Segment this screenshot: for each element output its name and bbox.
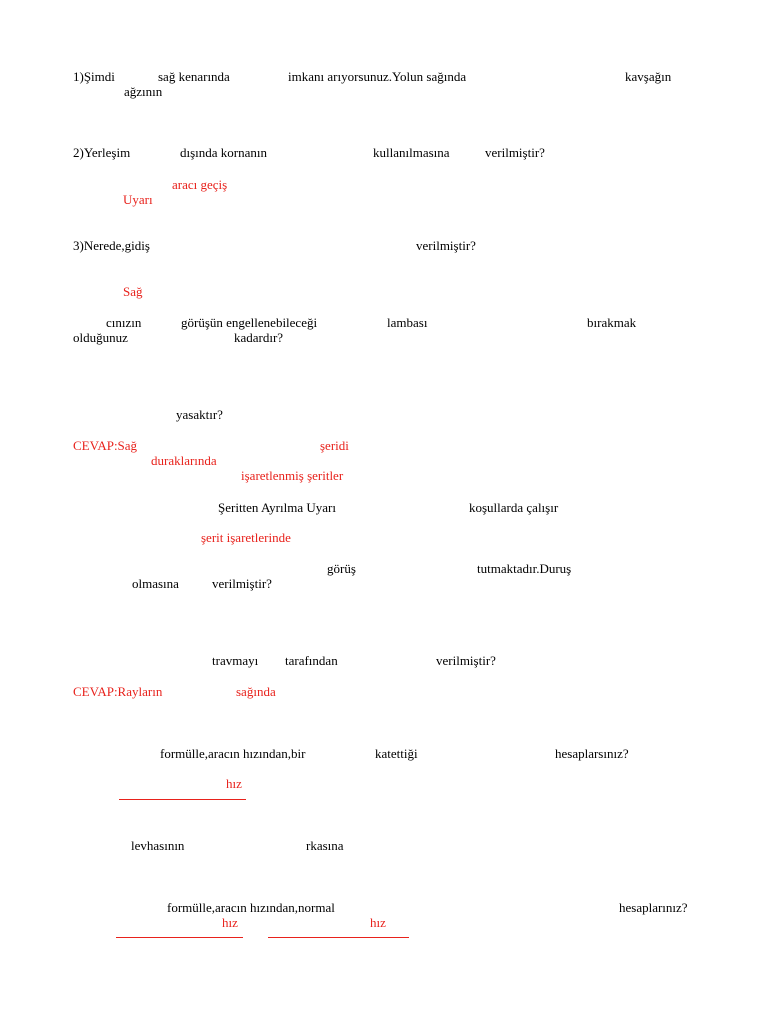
q3-answer-1: Sağ	[123, 284, 143, 299]
q2-text-a: 2)Yerleşim	[73, 145, 131, 160]
q7-text-a: görüş	[327, 561, 356, 576]
q11-answer-2: hız	[370, 915, 386, 930]
q5-answer-3: duraklarında	[151, 453, 217, 468]
q5-answer-4: işaretlenmiş şeritler	[241, 468, 344, 483]
q11-answer-underline-1	[116, 937, 243, 938]
q1-text-a: 1)Şimdi	[73, 69, 115, 84]
q3-text-b: verilmiştir?	[416, 238, 476, 253]
q8-text-a: travmayı	[212, 653, 259, 668]
q6-answer-1: şerit işaretlerinde	[201, 530, 291, 545]
q9-answer-underline	[119, 799, 246, 800]
q5-answer-1: CEVAP:Sağ	[73, 438, 138, 453]
q5-text-a: yasaktır?	[176, 407, 223, 422]
q5-answer-2: şeridi	[320, 438, 349, 453]
q4-text-f: kadardır?	[234, 330, 284, 345]
q6-text-a: Şeritten Ayrılma Uyarı	[218, 500, 336, 515]
q2-text-b: dışında kornanın	[180, 145, 268, 160]
q4-text-c: lambası	[387, 315, 428, 330]
q9-text-c: hesaplarsınız?	[555, 746, 629, 761]
q1-text-e: ağzının	[124, 84, 163, 99]
q2-text-d: verilmiştir?	[485, 145, 545, 160]
q4-text-e: olduğunuz	[73, 330, 128, 345]
q11-text-a: formülle,aracın hızından,normal	[167, 900, 335, 915]
q4-text-d: bırakmak	[587, 315, 637, 330]
q8-text-b: tarafından	[285, 653, 338, 668]
q10-text-b: rkasına	[306, 838, 344, 853]
q9-answer-1: hız	[226, 776, 242, 791]
q11-text-b: hesaplarınız?	[619, 900, 688, 915]
q4-text-b: görüşün engellenebileceği	[181, 315, 318, 330]
q2-text-c: kullanılmasına	[373, 145, 450, 160]
q8-answer-1: CEVAP:Rayların	[73, 684, 163, 699]
q9-text-b: katettiği	[375, 746, 418, 761]
q6-text-b: koşullarda çalışır	[469, 500, 559, 515]
q7-text-b: tutmaktadır.Duruş	[477, 561, 572, 576]
q1-text-d: kavşağın	[625, 69, 672, 84]
q11-answer-1: hız	[222, 915, 238, 930]
q1-text-b: sağ kenarında	[158, 69, 230, 84]
q7-text-d: verilmiştir?	[212, 576, 272, 591]
q1-text-c: imkanı arıyorsunuz.Yolun sağında	[288, 69, 467, 84]
q4-text-a: cınızın	[106, 315, 142, 330]
q2-answer-1: aracı geçiş	[172, 177, 228, 192]
q11-answer-underline-2	[268, 937, 409, 938]
q8-text-c: verilmiştir?	[436, 653, 496, 668]
q7-text-c: olmasına	[132, 576, 179, 591]
q8-answer-2: sağında	[236, 684, 276, 699]
q3-text-a: 3)Nerede,gidiş	[73, 238, 150, 253]
q9-text-a: formülle,aracın hızından,bir	[160, 746, 306, 761]
q10-text-a: levhasının	[131, 838, 185, 853]
q2-answer-2: Uyarı	[123, 192, 153, 207]
